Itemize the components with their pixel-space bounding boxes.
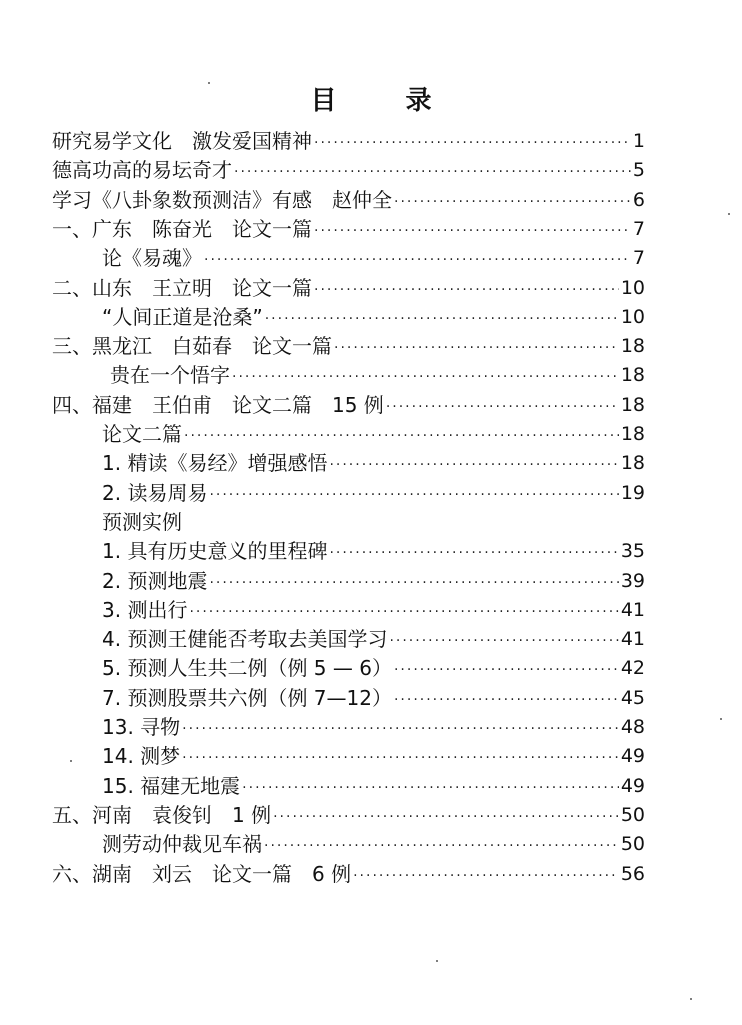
toc-entry-page: 18 [620,394,645,416]
toc-entry [102,444,645,476]
toc-entry [52,151,645,183]
toc-entry-label: 测劳动仲裁见车祸 [102,832,262,856]
toc-entry [52,210,645,242]
toc-entry-page: 48 [620,716,645,738]
toc-entry-page: 10 [620,277,645,299]
toc-entry [102,767,645,799]
toc-entry-page: 50 [620,804,645,826]
toc-entry [102,562,645,594]
toc-entry-page: 45 [620,687,645,709]
toc-entry-page: 10 [620,306,645,328]
toc-entry [102,532,645,564]
toc-entry [102,679,645,711]
toc-entry-page: 41 [620,628,645,650]
toc-entry [102,298,645,330]
toc-entry [102,474,645,506]
dot-leader [264,835,619,857]
toc-entry [102,737,645,769]
toc-entry-label: 五、河南 袁俊钊 1 例 [52,803,272,827]
toc-entry-page: 39 [620,570,645,592]
toc-entry-label: 二、山东 王立明 论文一篇 [52,276,312,300]
toc-entry-page: 6 [632,189,645,211]
toc-entry [52,386,645,418]
scan-speck [720,718,722,720]
toc-entry-page: 18 [620,364,645,386]
toc-entry-label: 1. 精读《易经》增强感悟 [102,451,328,475]
dot-leader [329,542,618,564]
toc-entry-label: 三、黑龙江 白茹春 论文一篇 [52,334,332,358]
dot-leader [394,659,619,681]
toc-entry [102,591,645,623]
toc-entry [52,796,645,828]
toc-entry-label: 贵在一个悟字 [110,363,230,387]
toc-entry-page: 19 [620,482,645,504]
scan-speck [690,998,692,1000]
toc-entry-page: 35 [620,540,645,562]
toc-entry-label: 学习《八卦象数预测洁》有感 赵仲全 [52,188,392,212]
scan-speck [436,960,438,962]
scan-speck [208,82,210,84]
toc-entry [52,269,645,301]
toc-entry-page: 18 [620,423,645,445]
toc-entry [102,503,645,535]
toc-entry [102,708,645,740]
toc-entry-label: 论文二篇 [102,422,182,446]
toc-entry [102,415,645,447]
toc-entry-label: 3. 测出行 [102,598,188,622]
toc-entry-label: 14. 测梦 [102,744,181,768]
dot-leader [329,454,618,476]
toc-entry [52,855,645,887]
toc-entry-page: 56 [620,863,645,885]
toc-entry-label: 7. 预测股票共六例（例 7—12） [102,686,392,710]
toc-entry-label: 一、广东 陈奋光 论文一篇 [52,217,312,241]
toc-entry-page: 41 [620,599,645,621]
toc-entry-label: 德高功高的易坛奇才 [52,158,232,182]
toc-entry-page: 42 [620,657,645,679]
dot-leader [204,249,631,271]
toc-entry-page: 5 [632,159,645,181]
dot-leader [353,865,619,887]
toc-entry [110,356,645,388]
toc-entry [102,649,645,681]
toc-entry-page: 7 [632,247,645,269]
toc-entry-label: 研究易学文化 激发爱国精神 [52,129,312,153]
toc-entry-page: 18 [620,452,645,474]
toc-entry-page: 49 [620,745,645,767]
dot-leader [182,747,619,769]
toc-entry [52,122,645,154]
toc-entry-label: 1. 具有历史意义的里程碑 [102,539,328,563]
toc-entry-label: 13. 寻物 [102,715,181,739]
toc-entry [102,239,645,271]
toc-entry-label: 论《易魂》 [102,246,202,270]
toc-entry-page: 7 [632,218,645,240]
scan-speck [70,760,72,762]
toc-entry-label: “人间正道是沧桑” [102,305,263,329]
dot-leader [232,366,619,388]
toc-entry-label: 4. 预测王健能否考取去美国学习 [102,627,388,651]
page-title: 目 录 [310,86,462,116]
toc-entry-label: 预测实例 [102,510,182,534]
dot-leader [234,161,631,183]
toc-entry [102,825,645,857]
toc-entry-label: 2. 预测地震 [102,569,208,593]
toc-entry-page: 1 [632,130,645,152]
toc-entry-label: 15. 福建无地震 [102,774,241,798]
toc-entry [102,620,645,652]
toc-entry-label: 2. 读易周易 [102,481,208,505]
toc-entry-label: 四、福建 王伯甫 论文二篇 15 例 [52,393,384,417]
toc-entry-page: 18 [620,335,645,357]
toc-entry [52,327,645,359]
toc-entry-page: 49 [620,775,645,797]
toc-entry-label: 5. 预测人生共二例（例 5 — 6） [102,656,392,680]
toc-entry-label: 六、湖南 刘云 论文一篇 6 例 [52,862,352,886]
scan-speck [728,213,730,215]
toc-entry [52,181,645,213]
toc-entry-page: 50 [620,833,645,855]
